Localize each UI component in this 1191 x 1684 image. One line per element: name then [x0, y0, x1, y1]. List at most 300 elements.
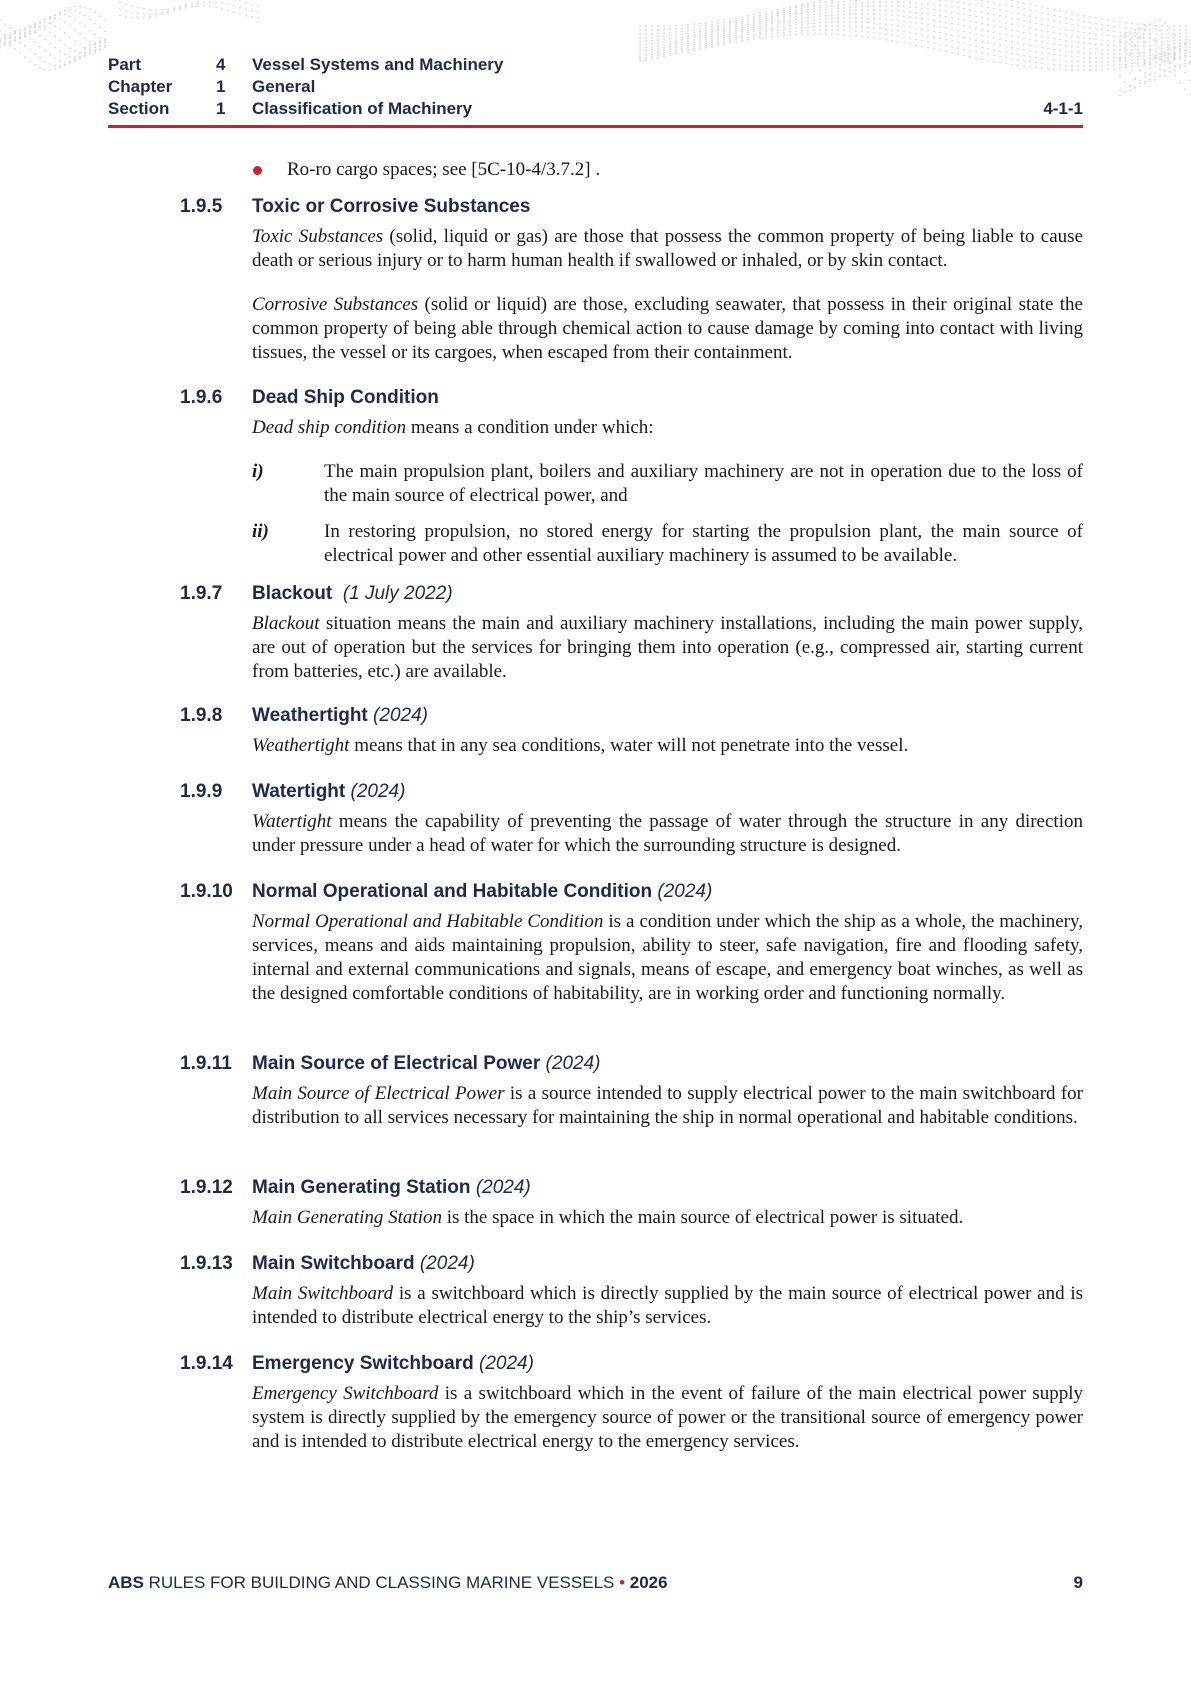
wave-dot	[19, 32, 21, 34]
wave-dot	[819, 2, 821, 4]
wave-dot	[969, 26, 971, 28]
wave-dot	[801, 21, 803, 23]
wave-dot	[849, 35, 851, 37]
heading-date: (2024)	[475, 1177, 531, 1198]
wave-dot	[1119, 67, 1121, 69]
wave-dot	[717, 30, 719, 32]
wave-dot	[693, 39, 695, 41]
wave-dot	[879, 9, 881, 11]
wave-dot	[1161, 50, 1163, 52]
wave-dot	[1023, 38, 1025, 40]
wave-dot	[927, 35, 929, 37]
wave-dot	[795, 14, 797, 16]
wave-dot	[1143, 61, 1145, 63]
wave-dot	[831, 8, 833, 10]
wave-dot	[161, 14, 163, 16]
wave-dot	[1017, 1, 1019, 3]
wave-dot	[735, 22, 737, 24]
wave-dot	[807, 17, 809, 19]
wave-dot	[1107, 44, 1109, 46]
wave-dot	[687, 38, 689, 40]
wave-dot	[765, 37, 767, 39]
wave-dot	[771, 14, 773, 16]
wave-dot	[1005, 63, 1007, 65]
section-number: 1	[216, 99, 226, 118]
wave-dot	[1125, 22, 1127, 24]
wave-dot	[975, 10, 977, 12]
wave-dot	[215, 7, 217, 9]
wave-dot	[1113, 61, 1115, 63]
wave-dot	[777, 29, 779, 31]
wave-dot	[1131, 41, 1133, 43]
defined-term: Emergency Switchboard	[252, 1383, 439, 1404]
wave-dot	[873, 9, 875, 11]
wave-dot	[1041, 63, 1043, 65]
wave-dot	[849, 21, 851, 23]
wave-dot	[1144, 42, 1146, 44]
paragraph-text: (solid, liquid or gas) are those that possess the common property of being liable to cause death or serious injury or to harm human health if swallowed or inhaled, or by skin contact.	[252, 226, 1083, 271]
wave-dot	[639, 47, 641, 49]
wave-dot	[681, 41, 683, 43]
wave-dot	[957, 30, 959, 32]
wave-dot	[669, 50, 671, 52]
wave-dot	[84, 53, 86, 55]
wave-dot	[999, 50, 1001, 52]
wave-dot	[987, 7, 989, 9]
wave-dot	[1167, 25, 1169, 27]
wave-dot	[729, 34, 731, 36]
wave-dot	[24, 45, 26, 47]
wave-dot	[747, 34, 749, 36]
heading-title: Main Generating Station	[252, 1177, 471, 1198]
wave-dot	[729, 21, 731, 23]
wave-dot	[1047, 58, 1049, 60]
wave-dot	[771, 36, 773, 38]
wave-dot	[1101, 49, 1103, 51]
wave-dot	[765, 22, 767, 24]
wave-dot	[1124, 41, 1126, 43]
section-heading	[252, 387, 439, 409]
wave-dot	[79, 52, 81, 54]
wave-dot	[675, 47, 677, 49]
wave-dot	[59, 28, 61, 30]
wave-dot	[1005, 22, 1007, 24]
wave-dot	[1113, 53, 1115, 55]
wave-dot	[651, 54, 653, 56]
wave-dot	[927, 30, 929, 32]
wave-dot	[74, 29, 76, 31]
wave-dot	[1179, 58, 1181, 60]
wave-dot	[669, 55, 671, 57]
wave-dot	[1143, 28, 1145, 30]
header-rule	[108, 125, 1083, 128]
wave-dot	[693, 43, 695, 45]
wave-dot	[99, 15, 101, 17]
wave-dot	[84, 6, 86, 8]
wave-dot	[981, 53, 983, 55]
wave-dot	[1149, 33, 1151, 35]
wave-dot	[933, 48, 935, 50]
wave-dot	[777, 27, 779, 29]
wave-dot	[119, 15, 121, 17]
wave-dot	[969, 20, 971, 22]
wave-dot	[79, 58, 81, 60]
wave-dot	[669, 43, 671, 45]
wave-dot	[867, 36, 869, 38]
wave-dot	[777, 22, 779, 24]
wave-dot	[84, 26, 86, 28]
wave-dot	[681, 46, 683, 48]
wave-dot	[1035, 62, 1037, 64]
wave-dot	[1071, 24, 1073, 26]
wave-dot	[1173, 54, 1175, 56]
wave-dot	[1083, 21, 1085, 23]
wave-dot	[975, 16, 977, 18]
wave-dot	[909, 16, 911, 18]
wave-dot	[699, 46, 701, 48]
wave-dot	[1154, 55, 1156, 57]
wave-dot	[1059, 69, 1061, 71]
wave-dot	[1125, 36, 1127, 38]
wave-dot	[1144, 83, 1146, 85]
wave-dot	[69, 9, 71, 11]
wave-dot	[969, 50, 971, 52]
wave-dot	[1149, 58, 1151, 60]
wave-dot	[831, 21, 833, 23]
paragraph-main-source	[252, 1082, 1083, 1130]
wave-dot	[1017, 13, 1019, 15]
paragraph-text: means a condition under which:	[406, 417, 654, 438]
wave-dot	[1137, 62, 1139, 64]
wave-dot	[705, 34, 707, 36]
wave-dot	[74, 60, 76, 62]
wave-dot	[795, 24, 797, 26]
wave-dot	[1185, 50, 1187, 52]
wave-dot	[19, 30, 21, 32]
wave-dot	[657, 25, 659, 27]
wave-dot	[897, 36, 899, 38]
wave-dot	[89, 49, 91, 51]
wave-dot	[1174, 52, 1176, 54]
wave-dot	[1047, 19, 1049, 21]
wave-dot	[14, 39, 16, 41]
wave-dot	[849, 3, 851, 5]
wave-dot	[645, 57, 647, 59]
wave-dot	[1131, 45, 1133, 47]
wave-dot	[861, 36, 863, 38]
wave-dot	[1053, 38, 1055, 40]
wave-dot	[1059, 10, 1061, 12]
wave-dot	[1174, 47, 1176, 49]
wave-dot	[651, 56, 653, 58]
wave-dot	[0, 41, 1, 43]
wave-dot	[831, 18, 833, 20]
wave-dot	[64, 32, 66, 34]
wave-dot	[14, 33, 16, 35]
wave-dot	[1143, 64, 1145, 66]
wave-dot	[1149, 58, 1151, 60]
wave-dot	[84, 56, 86, 58]
wave-dot	[34, 25, 36, 27]
wave-dot	[699, 38, 701, 40]
wave-dot	[1047, 13, 1049, 15]
wave-dot	[1144, 81, 1146, 83]
wave-dot	[795, 21, 797, 23]
wave-dot	[1035, 23, 1037, 25]
wave-dot	[987, 60, 989, 62]
wave-dot	[795, 9, 797, 11]
wave-dot	[44, 25, 46, 27]
wave-dot	[825, 12, 827, 14]
wave-dot	[639, 41, 641, 43]
wave-dot	[813, 3, 815, 5]
wave-dot	[645, 55, 647, 57]
wave-dot	[1139, 27, 1141, 29]
wave-dot	[1011, 12, 1013, 14]
wave-dot	[705, 37, 707, 39]
wave-dot	[1179, 39, 1181, 41]
wave-dot	[94, 23, 96, 25]
wave-dot	[639, 37, 641, 39]
wave-dot	[1184, 66, 1186, 68]
footer-title: RULES FOR BUILDING AND CLASSING MARINE VESSELS	[143, 1573, 620, 1592]
wave-dot	[1077, 56, 1079, 58]
wave-dot	[1023, 20, 1025, 22]
wave-dot	[885, 34, 887, 36]
wave-dot	[807, 23, 809, 25]
paragraph-text: is a switchboard which is directly supplied by the main source of electrical power and is intended to distribute electrical energy to the ship’s services.	[252, 1283, 1083, 1328]
wave-dot	[813, 29, 815, 31]
wave-dot	[1095, 23, 1097, 25]
wave-dot	[849, 30, 851, 32]
wave-dot	[125, 3, 127, 5]
wave-dot	[705, 47, 707, 49]
wave-dot	[873, 18, 875, 20]
wave-dot	[1053, 68, 1055, 70]
wave-dot	[681, 39, 683, 41]
wave-dot	[1124, 91, 1126, 93]
section-heading	[252, 781, 405, 803]
wave-dot	[1017, 7, 1019, 9]
wave-dot	[927, 41, 929, 43]
wave-dot	[921, 18, 923, 20]
wave-dot	[999, 33, 1001, 35]
wave-dot	[185, 7, 187, 9]
wave-dot	[993, 20, 995, 22]
wave-dot	[1071, 13, 1073, 15]
paragraph-text: is a condition under which the ship as a whole, the machinery, services, means and aids maintaining propulsion, ability to steer, safe navigation, fire and flooding safety, internal and external communications and signals, means of escape, and emergency boat winches, as well as the designed comfortable conditions of habitability, are in working order and functioning normally.	[252, 911, 1084, 1004]
wave-dot	[801, 30, 803, 32]
wave-dot	[1149, 33, 1151, 35]
wave-dot	[1144, 72, 1146, 74]
wave-dot	[131, 17, 133, 19]
wave-dot	[639, 33, 641, 35]
wave-dot	[873, 27, 875, 29]
wave-dot	[1077, 20, 1079, 22]
wave-dot	[675, 42, 677, 44]
wave-dot	[723, 35, 725, 37]
chapter-label: Chapter	[108, 77, 173, 96]
wave-dot	[735, 39, 737, 41]
wave-dot	[1179, 82, 1181, 84]
defined-term: Corrosive Substances	[252, 294, 419, 315]
wave-dot	[717, 32, 719, 34]
wave-dot	[963, 14, 965, 16]
wave-dot	[669, 38, 671, 40]
wave-dot	[885, 28, 887, 30]
wave-dot	[843, 34, 845, 36]
wave-dot	[783, 14, 785, 16]
wave-dot	[1155, 37, 1157, 39]
heading-title: Normal Operational and Habitable Condition	[252, 881, 653, 902]
wave-dot	[1041, 18, 1043, 20]
wave-dot	[717, 25, 719, 27]
wave-dot	[245, 2, 247, 4]
wave-dot	[765, 18, 767, 20]
wave-dot	[705, 27, 707, 29]
wave-dot	[1065, 34, 1067, 36]
wave-dot	[64, 10, 66, 12]
wave-dot	[645, 40, 647, 42]
wave-dot	[795, 34, 797, 36]
wave-dot	[753, 14, 755, 16]
wave-dot	[777, 17, 779, 19]
wave-dot	[975, 33, 977, 35]
wave-dot	[1107, 49, 1109, 51]
wave-dot	[723, 37, 725, 39]
wave-dot	[651, 36, 653, 38]
wave-dot	[1184, 62, 1186, 64]
wave-dot	[891, 10, 893, 12]
paragraph-text: (solid or liquid) are those, excluding seawater, that possess in their original state the common property of being able through chemical action to cause damage by coming into contact with living tissues, the vessel or its cargoes, when escaped from their containment.	[252, 294, 1083, 363]
wave-dot	[981, 6, 983, 8]
wave-dot	[1119, 89, 1121, 91]
paragraph-main-generating-station	[252, 1206, 1083, 1230]
wave-dot	[19, 34, 21, 36]
wave-dot	[1137, 23, 1139, 25]
wave-dot	[1101, 65, 1103, 67]
wave-dot	[1154, 25, 1156, 27]
wave-dot	[915, 39, 917, 41]
wave-dot	[813, 26, 815, 28]
wave-dot	[879, 33, 881, 35]
wave-dot	[873, 32, 875, 34]
wave-dot	[1071, 46, 1073, 48]
wave-dot	[1184, 60, 1186, 62]
wave-dot	[969, 4, 971, 6]
wave-dot	[1089, 69, 1091, 71]
wave-dot	[951, 23, 953, 25]
paragraph-main-switchboard	[252, 1282, 1083, 1330]
heading-title: Blackout	[252, 583, 333, 604]
wave-dot	[855, 17, 857, 19]
heading-date: (2024)	[657, 881, 713, 902]
wave-dot	[693, 50, 695, 52]
wave-dot	[179, 6, 181, 8]
wave-dot	[99, 49, 101, 51]
wave-dot	[705, 22, 707, 24]
wave-dot	[891, 1, 893, 3]
wave-dot	[765, 34, 767, 36]
wave-dot	[1011, 17, 1013, 19]
wave-dot	[1017, 65, 1019, 67]
wave-dot	[1077, 36, 1079, 38]
wave-dot	[1159, 56, 1161, 58]
paragraph-dead-ship	[252, 416, 1083, 440]
wave-dot	[1143, 52, 1145, 54]
wave-dot	[34, 30, 36, 32]
wave-dot	[69, 47, 71, 49]
wave-dot	[29, 31, 31, 33]
wave-dot	[1125, 60, 1127, 62]
wave-dot	[1155, 41, 1157, 43]
wave-dot	[657, 55, 659, 57]
wave-dot	[879, 38, 881, 40]
wave-dot	[963, 31, 965, 33]
wave-dot	[657, 29, 659, 31]
wave-dot	[639, 53, 641, 55]
paragraph-text: is a switchboard which in the event of failure of the main electrical power supply system is directly supplied by the emergency source of power or the transitional source of emergency power and is intended to distribute electrical energy to the emergency services.	[252, 1383, 1083, 1452]
wave-dot	[4, 43, 6, 45]
wave-dot	[1161, 44, 1163, 46]
wave-dot	[1101, 18, 1103, 20]
wave-dot	[49, 23, 51, 25]
wave-dot	[1023, 44, 1025, 46]
wave-dot	[717, 20, 719, 22]
wave-dot	[34, 31, 36, 33]
wave-dot	[1107, 61, 1109, 63]
wave-dot	[1065, 55, 1067, 57]
wave-dot	[1139, 86, 1141, 88]
wave-dot	[915, 28, 917, 30]
wave-dot	[729, 27, 731, 29]
wave-dot	[729, 36, 731, 38]
wave-dot	[1159, 59, 1161, 61]
wave-dot	[939, 21, 941, 23]
wave-dot	[251, 10, 253, 12]
wave-dot	[1113, 64, 1115, 66]
wave-dot	[807, 7, 809, 9]
wave-dot	[257, 5, 259, 7]
wave-dot	[1159, 64, 1161, 66]
wave-dot	[945, 16, 947, 18]
wave-dot	[1041, 6, 1043, 8]
wave-dot	[49, 69, 51, 71]
wave-dot	[645, 47, 647, 49]
wave-dot	[843, 25, 845, 27]
wave-dot	[1125, 32, 1127, 34]
wave-dot	[1077, 51, 1079, 53]
wave-dot	[1149, 48, 1151, 50]
wave-dot	[969, 15, 971, 17]
wave-dot	[233, 5, 235, 7]
wave-dot	[861, 2, 863, 4]
wave-dot	[789, 17, 791, 19]
wave-dot	[1107, 53, 1109, 55]
wave-dot	[1184, 55, 1186, 57]
wave-dot	[1017, 37, 1019, 39]
wave-dot	[1005, 34, 1007, 36]
wave-dot	[1149, 45, 1151, 47]
wave-dot	[84, 37, 86, 39]
wave-dot	[849, 10, 851, 12]
wave-dot	[1071, 30, 1073, 32]
wave-dot	[1167, 40, 1169, 42]
wave-dot	[89, 30, 91, 32]
wave-dot	[185, 4, 187, 6]
wave-dot	[915, 2, 917, 4]
wave-dot	[1119, 36, 1121, 38]
